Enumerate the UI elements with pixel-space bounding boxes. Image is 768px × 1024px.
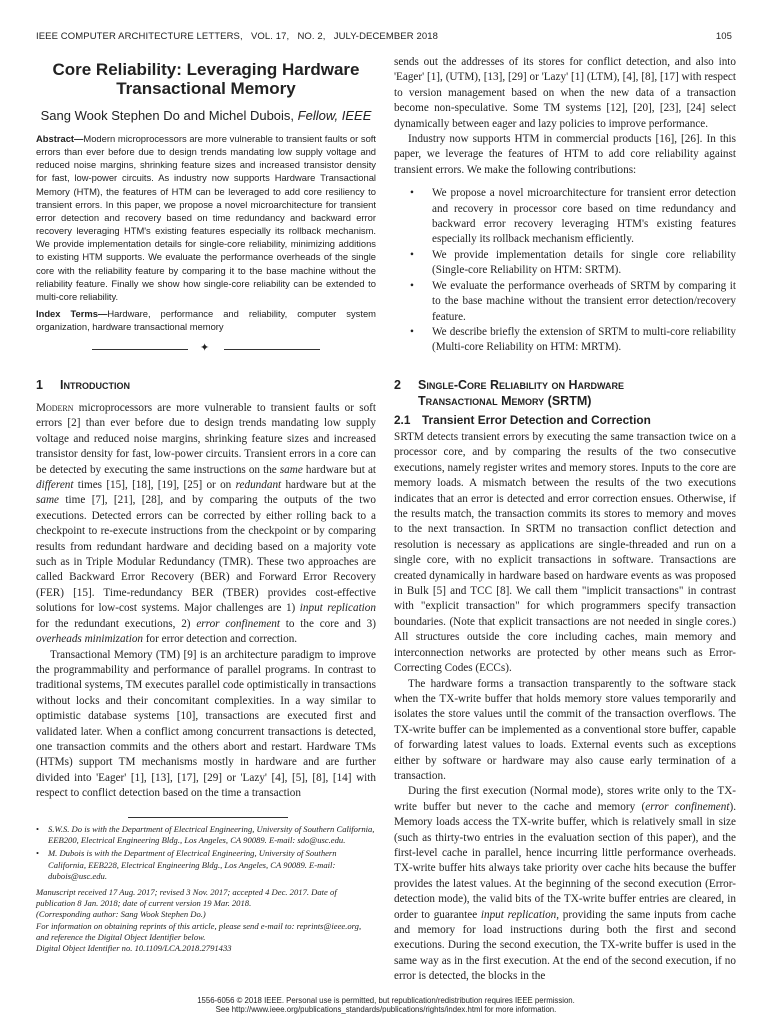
manuscript-dates: Manuscript received 17 Aug. 2017; revised 3 Nov. 2017; accepted 4 Dec. 2017. Date of publication 8 Jan. 2018; date of current version 19 Mar. 2018. — [36, 887, 337, 909]
abstract: Abstract—Modern microprocessors are more vulnerable to transient faults or soft errors than ever before due to design trends mandating low supply voltage and reduced noise margins, shrinking feature sizes and increased transistor density for fast, low-power circuits. As industry now supports Hardware Transactional Memory (HTM), the features of HTM can be leveraged to add core resiliency to transient errors. In this paper, we propose a novel microarchitecture for transient error detection and recovery based on time redundancy and backward error recovery leveraging HTM's existing features especially its rollback mechanism. We provide implementation details for single-core reliability, minimizing additions to existing HTM supports. We evaluate the performance overheads of the single core with the reliability feature by comparing it to the base machine without the reliability feature. Finally we show how single-core reliability can be extended to multi-core reliability. — [36, 133, 376, 302]
reprints-info: For information on obtaining reprints of this article, please send e-mail to: reprints@ieee.org, and reference the Digital Object Identifier below. — [36, 920, 362, 942]
section-2-body — [394, 430, 736, 985]
intro-paragraph-2: Transactional Memory (TM) [9] is an architecture paradigm to improve the programmability and performance of parallel programs. In contrast to traditional systems, TM executes parallel code optimistically in transactions without locks and their concomitant complexities. In a way similar to optimistic database systems [10], transactions are executed first and validated later. When a conflict among concurrent transactions is detected, one transaction commits and the others abort and restart. Hardware TMs (HTMs) support TM mechanisms mostly in hardware and are further divided into 'Eager' [1], [13], [17], [29] or 'Lazy' [4], [5], [8], [14] with respect to conflict detection based on the time a transaction — [36, 648, 376, 800]
footnote-author-2: • M. Dubois is with the Department of Electrical Engineering, University of Southern California, EEB228, Electrical Engineering Bldg., Los Angeles, CA 90089. E-mail: dubois@usc.edu. — [36, 848, 337, 881]
journal-number: NO. 2, — [297, 31, 326, 42]
section-divider — [92, 344, 320, 354]
section-1-heading — [36, 378, 130, 392]
srtm-paragraph-2: The hardware forms a transaction transparently to the software stack when the TX-write buffer that holds memory store values temporarily and isolates the store values until the commit of the transaction overflows. The TX-write buffer can be implemented as a conventional store buffer, capable of forwarding latest values to loads. External events such as exceptions either by software or hardware may also cause early termination of a transaction. — [394, 677, 736, 782]
section-1-number: 1 — [36, 378, 43, 392]
conflict-paragraph: sends out the addresses of its stores for conflict detection, and also into 'Eager' [1], (UTM), [13], [29] or 'Lazy' [1] (LTM), [4], [8], [17] with respect to version management based on when the new data of a transaction become non-speculative. Some TM systems [12], [20], [23], [24] select dynamically between eager and lazy policies to improve performance. — [394, 56, 736, 130]
section-1-title: Introduction — [60, 378, 130, 392]
section-2-heading — [394, 377, 736, 409]
section-2-title-acronym: (SRTM) — [547, 394, 592, 408]
section-2-title-line1: Single-Core Reliability on Hardware — [418, 378, 625, 392]
journal-name: IEEE COMPUTER ARCHITECTURE LETTERS, — [36, 31, 243, 42]
index-terms-label: Index Terms — [36, 308, 98, 319]
footnote-author-1: • S.W.S. Do is with the Department of Electrical Engineering, University of Southern California, EEB200, Electrical Engineering Bldg., Los Angeles, CA 90089. E-mail: sdo@usc.edu. — [36, 824, 375, 846]
industry-paragraph: Industry now supports HTM in commercial products [16], [26]. In this paper, we leverage the features of HTM to add core reliability against transient errors. We make the following contributions: — [394, 133, 736, 176]
subsection-2-1-heading — [394, 413, 651, 427]
divider-diamond-icon: ✦ — [200, 342, 210, 354]
list-item: • We provide implementation details for single core reliability (Single-core Reliability on HTM: SRTM). — [410, 248, 736, 277]
abstract-text: Modern microprocessors are more vulnerable to transient faults or soft errors than ever before due to design trends mandating low supply voltage and reduced noise margins, shrinking feature sizes and increased transistor density for fast, low-power circuits. As industry now supports Hardware Transactional Memory (HTM), the features of HTM can be leveraged to add core resiliency to transient errors. In this paper, we propose a novel microarchitecture for transient error detection and recovery based on time redundancy and backward error recovery leveraging HTM's existing features especially its rollback mechanism. We provide implementation details for single-core reliability, minimizing additions to existing HTM supports. We evaluate the performance overheads of the single core with the reliability feature by comparing it to the base machine without the reliability feature. Finally we show how single-core reliability can be extended to multi-core reliability. — [36, 133, 376, 302]
author-honor: Fellow, IEEE — [297, 108, 372, 123]
section-2-title-line2: Transactional Memory — [418, 394, 545, 408]
footnote-rule — [128, 817, 288, 818]
section-1-body — [36, 401, 376, 802]
divider-line-left — [92, 349, 188, 350]
page-number: 105 — [715, 31, 732, 42]
author-names: Sang Wook Stephen Do and Michel Dubois, — [40, 108, 295, 123]
journal-volume: VOL. 17, — [250, 31, 290, 42]
paper-title: Core Reliability: Leveraging Hardware Transactional Memory — [52, 60, 360, 98]
section-2-number: 2 — [394, 378, 401, 392]
srtm-paragraph-3: During the first execution (Normal mode), stores write only to the TX-write buffer but never to the cache and memory (error confinement). Memory loads access the TX-write buffer, which is relatively small in size (such as thirty-two entries in the evaluation section of this paper), and the first-level cache in parallel, hence incurring little performance overheads. TX-write buffer hits always take priority over cache hits because the buffer provides the latest values. At the beginning of the second execution (Error-detection mode), the valid bits of the TX-write buffer entries are cleared, in order to guarantee input replication, providing the same inputs from cache and memory for load instructions during both the first and second executions. During the second execution, the TX-write buffer is used in the same way as in the first execution. At the end of the second execution, if no error is detected, the blocks in the — [394, 785, 736, 983]
copyright-footer — [36, 996, 736, 1014]
doi-info: Digital Object Identifier no. 10.1109/LCA.2018.2791433 — [36, 943, 232, 954]
index-terms-text: Hardware, performance and reliability, computer system organization, hardware transactional memory — [36, 308, 376, 333]
list-item: • We evaluate the performance overheads of SRTM by comparing it to the base machine without the transient error detection/recovery feature. — [410, 279, 736, 323]
divider-line-right — [224, 349, 320, 350]
author-line — [36, 108, 376, 123]
rights-url-line: See http://www.ieee.org/publications_standards/publications/rights/index.html for more information. — [215, 1005, 557, 1014]
index-terms: Index Terms—Hardware, performance and reliability, computer system organization, hardware transactional memory — [36, 308, 376, 333]
copyright-line: 1556-6056 © 2018 IEEE. Personal use is permitted, but republication/redistribution requires IEEE permission. — [197, 996, 575, 1005]
abstract-label: Abstract — [36, 133, 75, 144]
right-column-intro — [394, 55, 736, 356]
intro-paragraph-1: Modern microprocessors are more vulnerable to transient faults or soft errors [2] than ever before due to design trends mandating low supply voltage and reduced noise margins, shrinking feature sizes and increased transistor density for fast, low-power circuits. Transient errors in a core can be detected by executing the same instructions on the same hardware but at different times [15], [18], [19], [25] or on redundant hardware but at the same time [7], [21], [28], and by comparing the outputs of the two executions. Detected errors can be corrected by either rolling back to a checkpoint to re-execute instructions from the checkpoint or by comparing results from redundant hardware and deciding based on a majority vote such as in Triple Modular Redundancy (TMR). These two approaches are called Backward Error Recovery (BER) and Forward Error Recovery (FER) [15]. Time-redundancy BER (TBER) provides cost-effective solutions for low-cost systems. Major challenges are 1) input replication for the redundant executions, 2) error confinement to the core and 3) overheads minimization for error detection and correction. — [36, 402, 377, 646]
list-item: • We describe briefly the extension of SRTM to multi-core reliability (Multi-core Reliability on HTM: MRTM). — [410, 325, 736, 354]
journal-date: JULY-DECEMBER 2018 — [333, 31, 438, 42]
footnotes — [36, 824, 376, 954]
subsection-2-1-number: 2.1 — [394, 413, 411, 427]
subsection-2-1-title: Transient Error Detection and Correction — [422, 413, 651, 427]
intro-dropcap: Modern — [36, 402, 74, 414]
running-header — [36, 31, 732, 45]
contributions-list — [394, 186, 736, 355]
srtm-paragraph-1: SRTM detects transient errors by executing the same transaction twice on a processor core, and by comparing the results of the two consecutive executions, namely register writes and memory stores. Inputs to the core are memory loads. A mismatch between the results of the two executions indicates that an error is detected and error correction ensues. Otherwise, if the results match, the transaction commits its stores to memory and moves to the next transaction. In SRTM no transaction conflict detection and resolution is necessary as applications are single-threaded and run on a single core, with no explicit transactions in software. Transactions are created dynamically in hardware based on hardware events as was proposed in Bulk [5] and TCC [8]. We call them "implicit transactions" in contrast with "explicit transaction" for which programmers specify transaction boundaries. (Note that explicit transactions are not needed in single cores.) All structures outside the core including caches, main memory and interconnection networks are protected by other means such as Error-Correcting Codes (ECCs). — [394, 431, 736, 675]
corresponding-author: (Corresponding author: Sang Wook Stephen Do.) — [36, 909, 206, 920]
list-item: • We propose a novel microarchitecture for transient error detection and recovery in processor core based on time redundancy and backward error recovery leveraging HTM's existing features especially its rollback mechanism efficiently. — [410, 187, 736, 246]
